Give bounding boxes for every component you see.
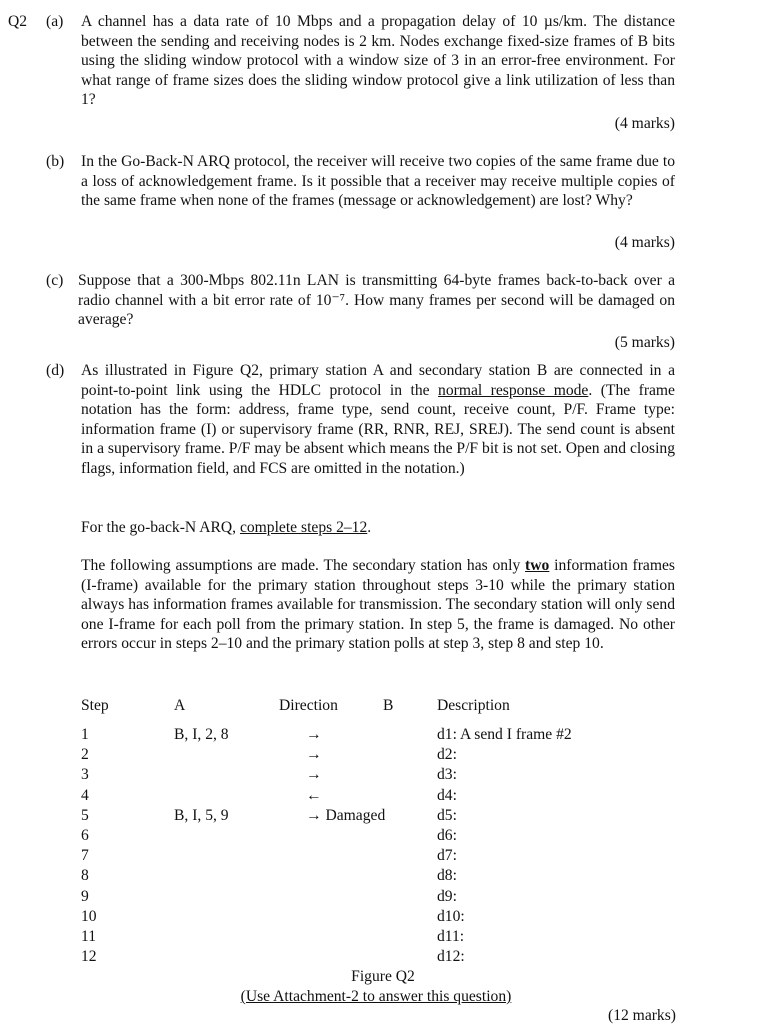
part-c-marks: (5 marks) <box>614 334 675 351</box>
cell-description: d12: <box>437 948 465 966</box>
table-row <box>0 745 766 765</box>
part-d-marks: (12 marks) <box>608 1007 676 1024</box>
assump-text-1: The following assumptions are made. The secondary station has only <box>81 557 526 574</box>
instr-text-1: For the go-back-N ARQ, <box>81 519 240 536</box>
table-row <box>0 947 766 967</box>
table-row <box>0 846 766 866</box>
cell-step: 2 <box>81 746 89 764</box>
cell-step: 1 <box>81 726 89 743</box>
table-row <box>0 887 766 907</box>
table-row <box>0 907 766 927</box>
table-row <box>0 725 766 745</box>
table-row <box>0 806 766 826</box>
cell-description: d3: <box>437 766 457 784</box>
cell-step: 11 <box>81 928 97 945</box>
cell-direction: → <box>306 726 322 743</box>
part-d-instruction-body <box>81 518 675 538</box>
cell-direction: → <box>306 746 322 764</box>
part-d-text-2: . (The frame notation has the form: address, frame type, send count, receive count, P/F. Frame type: information frame (I) or supervisory frame (RR, RNR, REJ, SREJ). The send count is absent in a supervisory frame. P/F may be absent which means the P/F bit is not set. Open and closing flags, information field, and FCS are omitted in the notation.) <box>81 381 675 477</box>
part-c-text <box>78 271 675 330</box>
cell-description: d11: <box>437 928 465 945</box>
figure-note-text: (Use Attachment-2 to answer this question) <box>240 988 512 1005</box>
part-c-body: Suppose that a 300-Mbps 802.11n LAN is transmitting 64-byte frames back-to-back over a radio channel with a bit error rate of 10⁻⁷. How many frames per second will be damaged on average? <box>78 272 675 328</box>
part-b-label: (b) <box>46 153 65 170</box>
cell-direction: → Damaged <box>306 806 386 824</box>
cell-description: d2: <box>437 746 457 764</box>
part-d-text-1: As illustrated in Figure Q2, primary station A and secondary station B are connected in a point-to-point link using the HDLC protocol in the <box>81 362 675 399</box>
part-b-body: In the Go-Back-N ARQ protocol, the receiver will receive two copies of the same frame due to a loss of acknowledgement frame. Is it possible that a receiver may receive multiple copies of the same frame when none of the frames (message or acknowledgement) are lost? Why? <box>81 153 675 209</box>
header-a: A <box>174 697 186 714</box>
part-a-text <box>81 12 675 110</box>
instr-text-2: . <box>367 519 372 536</box>
part-b-text <box>81 152 675 211</box>
table-row <box>0 826 766 846</box>
table-row <box>0 866 766 886</box>
part-a-body: A channel has a data rate of 10 Mbps and a propagation delay of 10 µs/km. The distance between the sending and receiving nodes is 2 km. Nodes exchange fixed-size frames of B bits using the sliding window protocol with a window size of 3 in an error-free environment. For what range of frame sizes does the sliding window protocol give a link utilization of less than 1? <box>81 13 675 108</box>
figure-note <box>0 987 759 1007</box>
part-d-body <box>81 361 675 478</box>
figure-caption: Figure Q2 <box>351 968 415 985</box>
cell-description: d6: <box>437 827 457 844</box>
table-row <box>0 927 766 947</box>
part-b-marks: (4 marks) <box>614 234 675 251</box>
complete-steps-text: complete steps 2–12 <box>239 519 368 536</box>
part-d-assumptions-body <box>81 556 675 654</box>
cell-step: 5 <box>81 806 89 824</box>
normal-response-mode-text: normal response mode <box>438 381 589 399</box>
part-d-label: (d) <box>46 362 65 379</box>
part-a-label: (a) <box>46 13 64 30</box>
cell-direction: → <box>306 766 322 784</box>
assump-text-2: information frames (I-frame) available for the primary station throughout steps 3-10 while the primary station always has information frames available for transmission. The secondary station will only send one I-frame for each poll from the primary station. In step 5, the frame is damaged. No other errors occur in steps 2–10 and the primary station polls at step 3, step 8 and step 10. <box>81 557 675 652</box>
part-d-text <box>81 361 675 478</box>
cell-a: B, I, 5, 9 <box>174 806 229 824</box>
cell-step: 8 <box>81 867 89 885</box>
cell-description: d7: <box>437 847 457 865</box>
cell-step: 7 <box>81 847 89 865</box>
question-label: Q2 <box>8 13 28 30</box>
part-d-assumptions <box>81 556 675 654</box>
cell-description: d5: <box>437 806 457 824</box>
cell-step: 9 <box>81 887 89 905</box>
cell-description: d4: <box>437 786 457 804</box>
cell-description: d9: <box>437 887 457 905</box>
cell-description: d1: A send I frame #2 <box>437 726 572 743</box>
two-emphasis: two <box>525 557 550 574</box>
cell-step: 4 <box>81 786 89 804</box>
cell-description: d10: <box>437 907 465 925</box>
table-row <box>0 765 766 785</box>
table-row <box>0 786 766 806</box>
cell-a: B, I, 2, 8 <box>174 726 229 743</box>
part-d-instruction <box>81 518 675 538</box>
cell-step: 12 <box>81 948 97 966</box>
part-a-marks: (4 marks) <box>614 115 675 132</box>
cell-step: 3 <box>81 766 89 784</box>
header-step: Step <box>81 697 109 714</box>
header-direction: Direction <box>279 697 338 714</box>
header-description: Description <box>437 697 510 714</box>
cell-step: 6 <box>81 827 89 844</box>
header-b: B <box>383 697 394 714</box>
cell-description: d8: <box>437 867 457 885</box>
cell-direction: ← <box>306 786 322 804</box>
part-c-label: (c) <box>46 272 64 289</box>
cell-step: 10 <box>81 907 97 925</box>
